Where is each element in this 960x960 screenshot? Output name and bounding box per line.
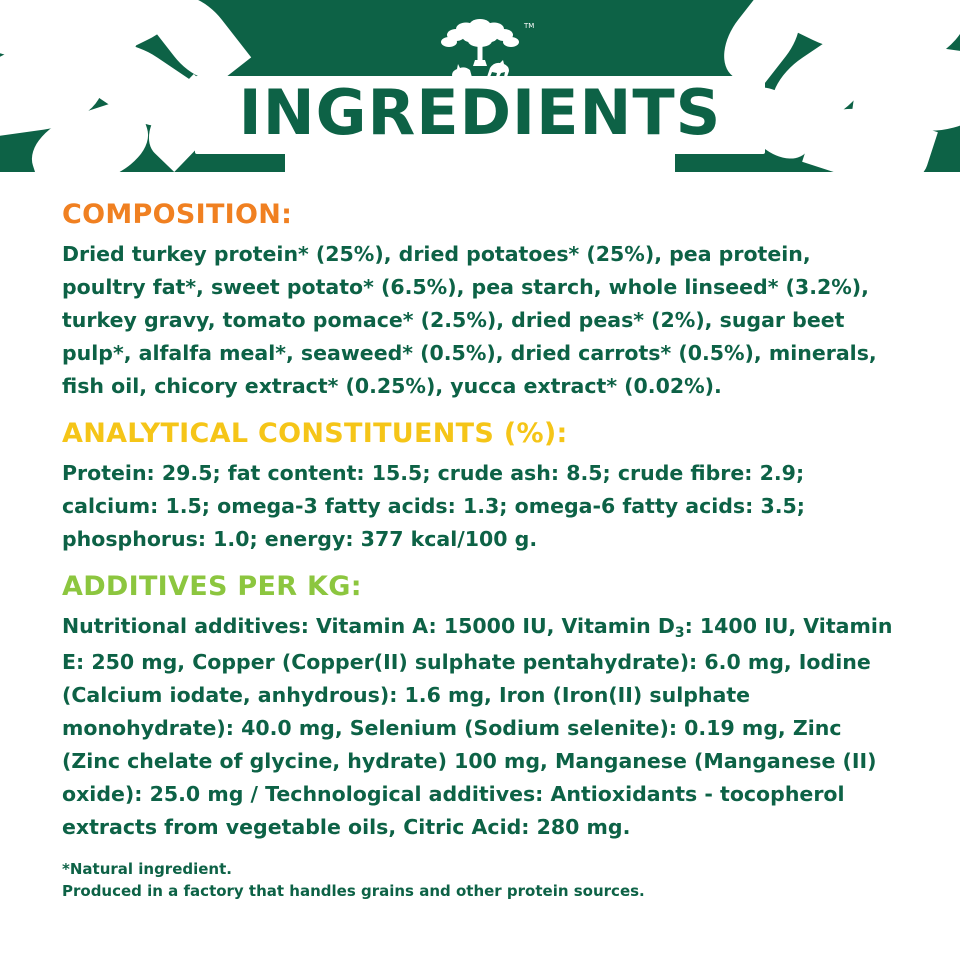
footnotes (62, 858, 898, 902)
additives-text-part1: Nutritional additives: Vitamin A: 15000 IU, Vitamin D (62, 614, 675, 638)
trademark-mark: TM (524, 22, 535, 30)
section-additives (62, 570, 898, 844)
tree-with-cat-and-dog-logo-icon (420, 10, 540, 84)
analytical-heading: ANALYTICAL CONSTITUENTS (%): (62, 418, 568, 449)
composition-text: Dried turkey protein* (25%), dried potatoes* (25%), pea protein, poultry fat*, sweet potato* (6.5%), pea starch, whole linseed* (3.2%), turkey gravy, tomato pomace* (2.5%), dried peas* (2%), sugar beet pulp*, alfalfa meal*, seaweed* (0.5%), dried carrots* (0.5%), minerals, fish oil, chicory extract* (0.25%), yucca extract* (0.02%). (62, 242, 877, 398)
additives-heading: ADDITIVES PER KG: (62, 571, 362, 602)
vitamin-d3-subscript: 3 (674, 624, 685, 641)
additives-text-part2: : 1400 IU, Vitamin E: 250 mg, Copper (Copper(II) sulphate pentahydrate): 6.0 mg, Iodine (Calcium iodate, anhydrous): 1.6 mg, Iron (Iron(II) sulphate monohydrate): 40.0 mg, Selenium (Sodium selenite): 0.19 mg, Zinc (Zinc chelate of glycine, hydrate) 100 mg, Manganese (Manganese (II) oxide): 25.0 mg / Technological additives: Antioxidants - tocopherol extracts from vegetable oils, Citric Acid: 280 mg. (62, 614, 893, 839)
header-band (0, 0, 960, 172)
section-composition (62, 198, 898, 403)
additives-text (62, 610, 898, 844)
footnote-factory-notice: Produced in a factory that handles grains and other protein sources. (62, 882, 645, 900)
content-area (0, 172, 960, 902)
composition-heading: COMPOSITION: (62, 199, 293, 230)
brand-logo (420, 10, 540, 84)
title-plate (195, 76, 766, 154)
section-analytical-constituents (62, 417, 898, 556)
page-title: INGREDIENTS (238, 76, 722, 149)
footnote-natural-ingredient: *Natural ingredient. (62, 860, 232, 878)
page-title-wrap (0, 76, 960, 154)
analytical-text: Protein: 29.5; fat content: 15.5; crude ash: 8.5; crude fibre: 2.9; calcium: 1.5; omega-3 fatty acids: 1.3; omega-6 fatty acids: 3.5; phosphorus: 1.0; energy: 377 kcal/100 g. (62, 461, 805, 551)
